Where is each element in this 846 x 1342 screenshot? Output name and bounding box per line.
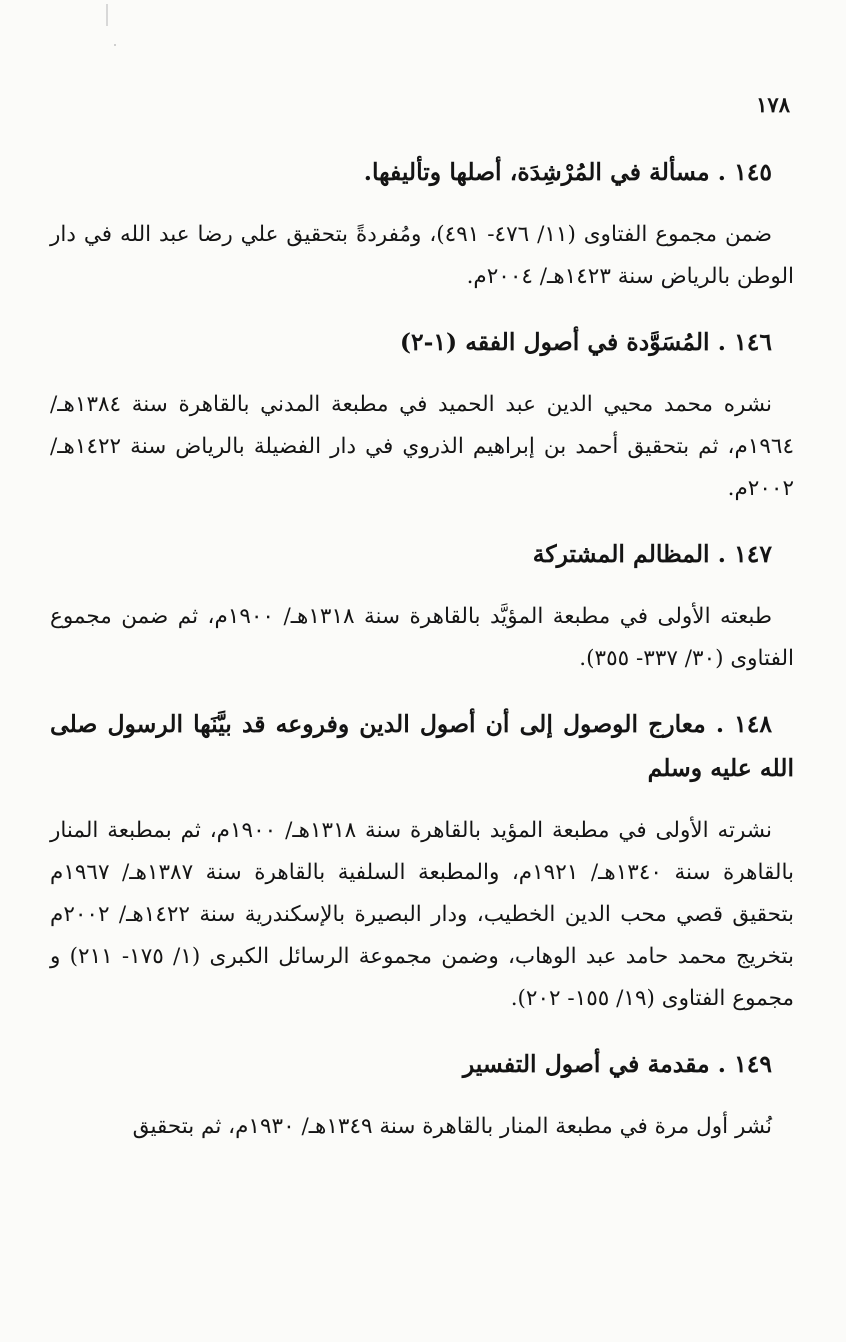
scan-artifact (114, 44, 116, 46)
entry-body: نُشر أول مرة في مطبعة المنار بالقاهرة سنة ١٣٤٩هـ/ ١٩٣٠م، ثم بتحقيق (132, 1114, 772, 1139)
entry-body: نشرته الأولى في مطبعة المؤيد بالقاهرة سنة ١٣١٨هـ/ ١٩٠٠م، ثم بمطبعة المنار بالقاهرة سنة ١٣٤٠هـ/ ١٩٢١م، والمطبعة السلفية بالقاهرة سنة ١٣٨٧هـ/ ١٩٦٧م بتحقيق قصي محب الدين الخطيب، ودار البصيرة بالإسكندرية سنة ١٤٢٢هـ/ ٢٠٠٢م بتخريج محمد حامد عبد الوهاب، وضمن مجموعة الرسائل الكبرى (١/ ١٧٥- ٢١١) و مجموع الفتاوى (١٩/ ١٥٥- ٢٠٢). (50, 818, 795, 1011)
bibliography-entry (50, 150, 794, 298)
entry-title: ١٤٨ . معارج الوصول إلى أن أصول الدين وفروعه قد بيَّنَها الرسول صلى الله عليه وسلم (50, 710, 794, 782)
entry-title: ١٤٧ . المظالم المشتركة (532, 540, 772, 568)
bibliography-entry (50, 1042, 794, 1148)
page-number: ١٧٨ (756, 92, 790, 117)
entry-title: ١٤٩ . مقدمة في أصول التفسير (462, 1050, 772, 1078)
bibliography-entry (50, 532, 794, 680)
entry-body: طبعته الأولى في مطبعة المؤيَّد بالقاهرة سنة ١٣١٨هـ/ ١٩٠٠م، ثم ضمن مجموع الفتاوى (٣٠/ ٣٣٧- ٣٥٥). (50, 604, 794, 671)
scan-artifact (106, 4, 108, 26)
entry-body: نشره محمد محيي الدين عبد الحميد في مطبعة المدني بالقاهرة سنة ١٣٨٤هـ/ ١٩٦٤م، ثم بتحقيق أحمد بن إبراهيم الذروي في دار الفضيلة بالرياض سنة ١٤٢٢هـ/ ٢٠٠٢م. (50, 392, 794, 501)
bibliography-list (50, 150, 794, 1170)
entry-body: ضمن مجموع الفتاوى (١١/ ٤٧٦- ٤٩١)، ومُفردةً بتحقيق علي رضا عبد الله في دار الوطن بالرياض سنة ١٤٢٣هـ/ ٢٠٠٤م. (50, 222, 794, 289)
bibliography-entry (50, 320, 794, 510)
bibliography-entry (50, 702, 794, 1020)
entry-title: ١٤٥ . مسألة في المُرْشِدَة، أصلها وتأليفها. (363, 158, 772, 186)
entry-title: ١٤٦ . المُسَوَّدة في أصول الفقه (١-٢) (399, 328, 772, 356)
